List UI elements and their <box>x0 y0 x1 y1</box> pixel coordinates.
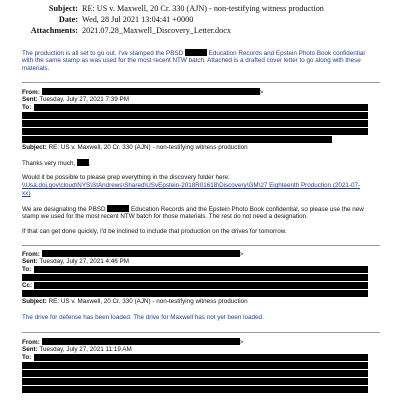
redaction-block <box>22 136 332 143</box>
msg3-sent-key: Sent: <box>22 346 38 353</box>
msg2-sent-key: Sent: <box>22 258 38 265</box>
redaction-block <box>22 112 368 119</box>
discovery-folder-link-cont[interactable]: xx) <box>22 190 31 197</box>
msg3-from-key: From: <box>22 339 40 346</box>
separator-rule <box>22 82 380 83</box>
redaction-block <box>34 282 368 289</box>
msg1-subject: RE: US v. Maxwell, 20 Cr. 330 (AJN) - non-testifying witness production <box>48 144 248 151</box>
redaction-block <box>42 250 240 257</box>
msg1-sent-key: Sent: <box>22 96 38 103</box>
msg2-subject: RE: US v. Maxwell, 20 Cr. 330 (AJN) - non-testifying witness production <box>48 298 248 305</box>
redaction-block <box>34 104 368 111</box>
msg0-text-b: Education Records and Epstein Photo Book confidential <box>208 50 365 57</box>
redaction-block <box>107 205 129 212</box>
msg2-to-key: To: <box>22 266 32 273</box>
msg2-sent: Tuesday, July 27, 2021 4:46 PM <box>39 258 129 265</box>
msg1-designation-b: Education Records and the Epstein Photo Book confidential, so please use the new <box>131 206 364 213</box>
redaction-block <box>22 290 368 297</box>
discovery-folder-link[interactable]: \\Usa.doj.gov\cloud\NYS\StAndrews\Shared\USvEpstein-2018R01618\Discovery\GM\27 Eighteenth Production (2021-07- <box>22 182 361 189</box>
redaction-block <box>22 378 368 385</box>
msg0-line3: materials. <box>22 65 50 72</box>
header-attachments-key: Attachments: <box>30 26 78 35</box>
msg0-text-a: The production is all set to go out. I've stamped the PBSD <box>22 50 184 57</box>
msg2-from-tail: > <box>239 251 244 258</box>
header-subject: RE: US v. Maxwell, 20 Cr. 330 (AJN) - non-testifying witness production <box>82 4 324 13</box>
redaction-block <box>22 128 368 135</box>
msg1-thanks: Thanks very much, <box>22 160 76 167</box>
msg1-from-key: From: <box>22 89 40 96</box>
separator-rule <box>22 245 380 246</box>
msg1-thanks-end: . <box>88 160 91 167</box>
header-subject-key: Subject: <box>48 4 78 13</box>
header-date-row <box>0 15 400 26</box>
redaction-block <box>22 274 368 281</box>
header-subject-row <box>0 4 400 15</box>
msg1-sent: Tuesday, July 27, 2021 7:39 PM <box>39 96 129 103</box>
msg2-subject-key: Subject: <box>22 298 47 305</box>
msg1-request: Would it be possible to please prep everything in the discovery folder here: <box>22 174 230 181</box>
msg1-to-key: To: <box>22 104 32 111</box>
msg3-to-key: To: <box>22 354 32 361</box>
msg2-from-key: From: <box>22 251 40 258</box>
header-date: Wed, 28 Jul 2021 13:04:41 +0000 <box>82 15 194 24</box>
msg2-body: The drive for defense has been loaded. The drive for Maxwell has not yet been loaded. <box>22 314 264 321</box>
msg1-designation-a: We are designating the PBSD <box>22 206 106 213</box>
msg1-subject-key: Subject: <box>22 144 47 151</box>
redaction-block <box>42 338 240 345</box>
msg1-designation-c: stamp we used for the most recent NTW batch for those materials. The rest do not need a designation. <box>22 213 308 220</box>
msg2-cc-key: Cc: <box>22 282 33 289</box>
msg0-line2: with the same stamp as was used for the most recent NTW batch. Attached is a drafted cover letter to go along with these <box>22 57 361 64</box>
msg1-quick: If that can get done quickly, I'd be inclined to include that production on the drives for tomorrow. <box>22 228 287 235</box>
redaction-block <box>22 362 368 369</box>
redaction-block <box>34 354 368 361</box>
redaction-block <box>185 49 207 56</box>
redaction-block <box>22 370 368 377</box>
msg3-from-tail: > <box>239 339 244 346</box>
header-date-key: Date: <box>58 15 78 24</box>
redaction-block <box>42 88 260 95</box>
msg1-from-tail: > <box>259 89 264 96</box>
redaction-block <box>34 266 368 273</box>
header-attachment-file[interactable]: 2021.07.28_Maxwell_Discovery_Letter.docx <box>82 26 231 35</box>
separator-rule <box>22 332 380 333</box>
redaction-block <box>22 386 368 393</box>
msg3-sent: Tuesday, July 27, 2021 11:19 AM <box>39 346 132 353</box>
redaction-block <box>22 120 368 127</box>
header-attachments-row <box>0 26 400 37</box>
redaction-block <box>77 159 89 166</box>
